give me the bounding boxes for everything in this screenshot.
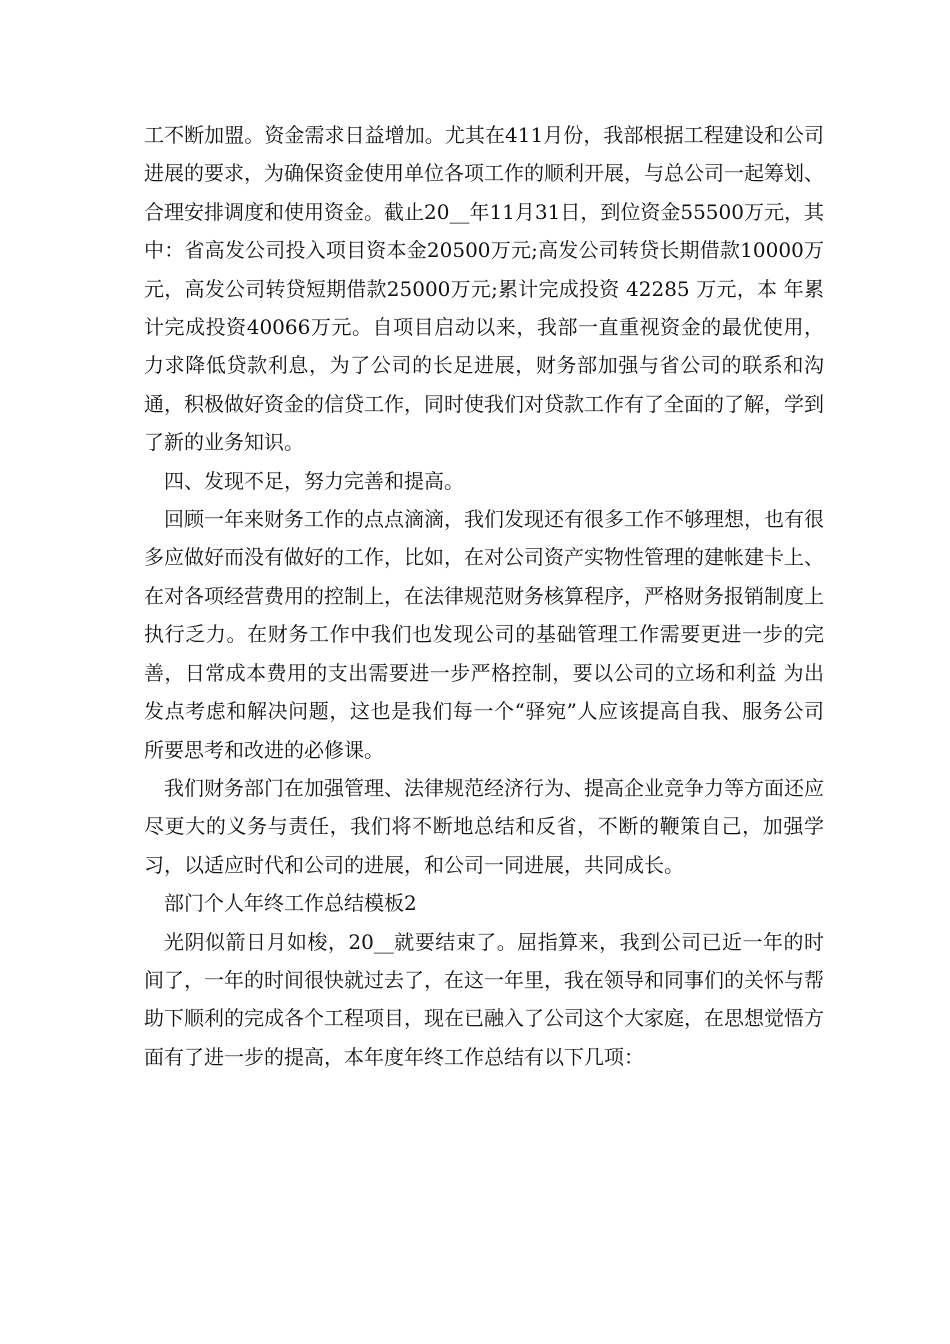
paragraph-responsibility: 我们财务部门在加强管理、法律规范经济行为、提高企业竞争力等方面还应尽更大的义务与责任，我们将不断地总结和反省，不断的鞭策自己，加强学习，以适应时代和公司的进展，和公司一同进展，共同成长。 (144, 775, 824, 877)
document-body (144, 116, 824, 1076)
section-heading-template-2: 部门个人年终工作总结模板2 (164, 891, 417, 916)
paragraph-intro-template-2: 光阴似箭日月如梭，20__就要结束了。屈指算来，我到公司已近一年的时间了，一年的时间很快就过去了，在这一年里，我在领导和同事们的关怀与帮助下顺利的完成各个工程项目，现在已融入了公司这个大家庭，在思想觉悟方面有了进一步的提高，本年度年终工作总结有以下几项： (144, 929, 824, 1069)
paragraph-funding: 工不断加盟。资金需求日益增加。尤其在411月份，我部根据工程建设和公司进展的要求，为确保资金使用单位各项工作的顺利开展，与总公司一起筹划、合理安排调度和使用资金。截止20__年11月31日，到位资金55500万元，其中：省高发公司投入项目资本金20500万元;高发公司转贷长期借款10000万元，高发公司转贷短期借款25000万元;累计完成投资 42285 万元，本 年累计完成投资40066万元。自项目启动以来，我部一直重视资金的最优使用，力求降低贷款利息，为了公司的长足进展，财务部加强与省公司的联系和沟通，积极做好资金的信贷工作，同时使我们对贷款工作有了全面的了解，学到了新的业务知识。 (144, 123, 824, 455)
paragraph-review: 回顾一年来财务工作的点点滴滴，我们发现还有很多工作不够理想，也有很多应做好而没有做好的工作，比如，在对公司资产实物性管理的建帐建卡上、在对各项经营费用的控制上，在法律规范财务核算程序，严格财务报销制度上执行乏力。在财务工作中我们也发现公司的基础管理工作需要更进一步的完善，日常成本费用的支出需要进一步严格控制，要以公司的立场和利益 为出发点考虑和解决问题，这也是我们每一个“驿宛”人应该提高自我、服务公司所要思考和改进的必修课。 (144, 507, 824, 762)
section-heading-shortcomings: 四、发现不足，努力完善和提高。 (164, 468, 464, 493)
